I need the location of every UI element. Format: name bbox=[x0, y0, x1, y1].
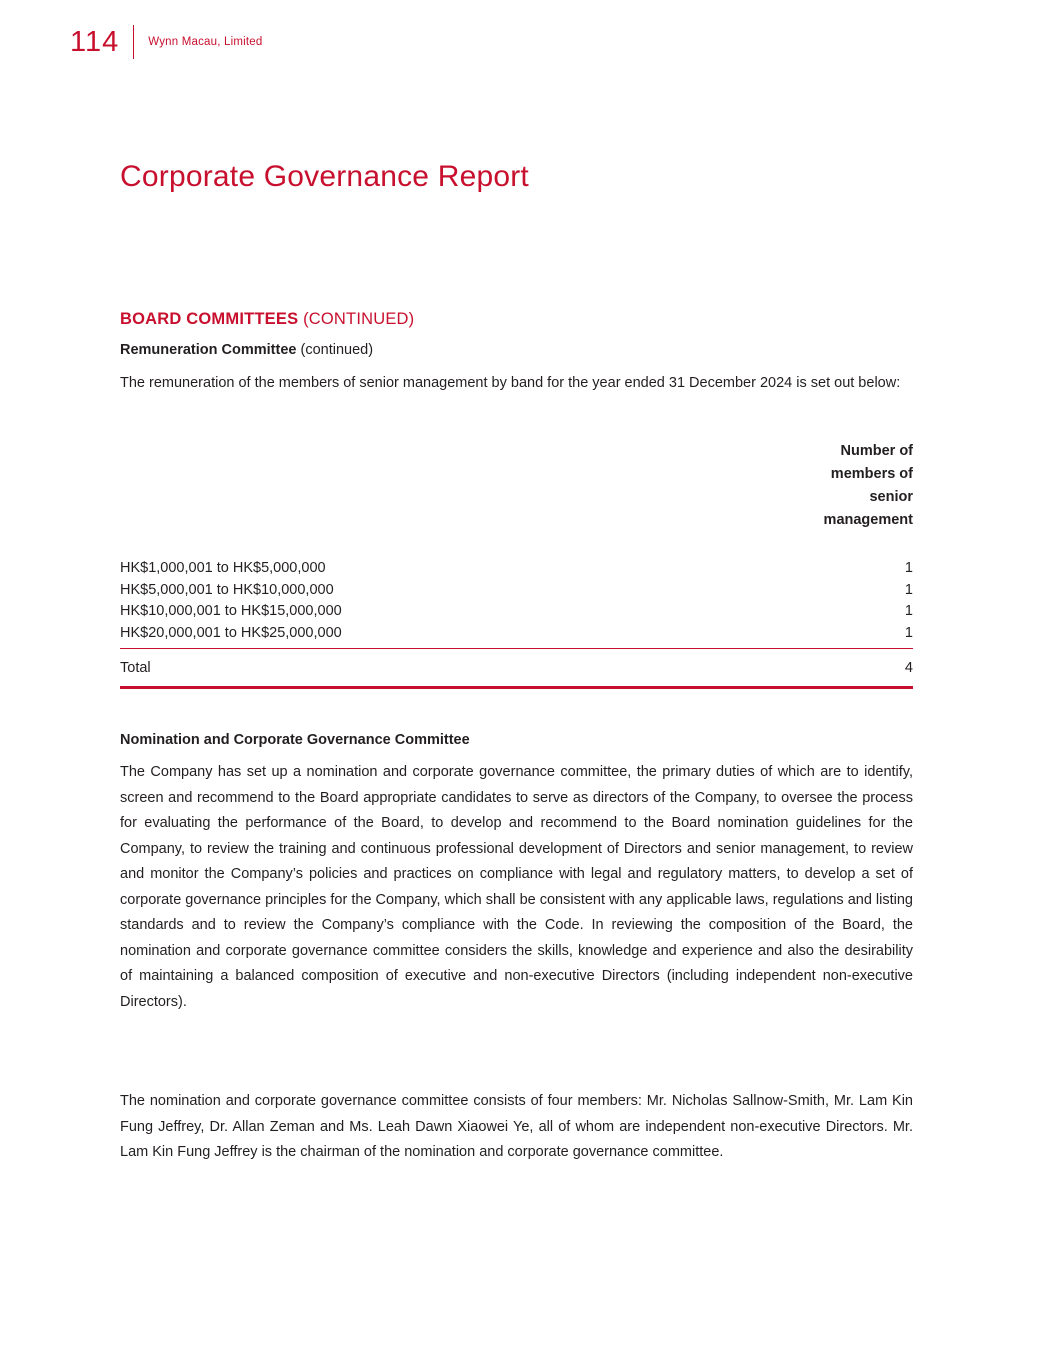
nomination-paragraph-1: The Company has set up a nomination and corporate governance committee, the primary duties of which are to identify, screen and recommend to the Board appropriate candidates to serve as directors of the Company, to oversee the process for evaluating the performance of the Board, to develop and recommend to the Board nomination guidelines for the Company, to review the training and continuous professional development of Directors and senior management, to review and monitor the Company’s policies and practices on compliance with legal and regulatory matters, to develop a set of corporate governance principles for the Company, which shall be consistent with any applicable laws, regulations and listing standards and to review the Company’s compliance with the Code. In reviewing the composition of the Board, the nomination and corporate governance committee considers the skills, knowledge and experience and also the desirability of maintaining a balanced composition of executive and non-executive Directors (including independent non-executive Directors). bbox=[120, 764, 913, 1010]
band-label: HK$10,000,001 to HK$15,000,000 bbox=[120, 603, 342, 619]
count-column-header-line-3: senior bbox=[869, 489, 913, 505]
table-body bbox=[120, 532, 913, 691]
header-divider bbox=[133, 25, 134, 59]
intro-paragraph-block bbox=[120, 371, 913, 397]
total-label: Total bbox=[120, 649, 763, 688]
remuneration-band-table bbox=[120, 440, 913, 691]
table-header-row bbox=[120, 440, 913, 532]
total-value: 4 bbox=[763, 649, 913, 688]
nomination-paragraph-2: The nomination and corporate governance committee consists of four members: Mr. Nicholas Sallnow-Smith, Mr. Lam Kin Fung Jeffrey, Dr. Allan Zeman and Ms. Leah Dawn Xiaowei Ye, all of whom are independent non-executive Directors. Mr. Lam Kin Fung Jeffrey is the chairman of the nomination and corporate governance committee. bbox=[120, 1093, 913, 1160]
table-row bbox=[120, 532, 913, 580]
table-total-row bbox=[120, 649, 913, 688]
band-count: 1 bbox=[904, 624, 913, 641]
band-count: 1 bbox=[904, 581, 913, 598]
table-row bbox=[120, 601, 913, 623]
nomination-paragraph-1-block bbox=[120, 760, 913, 1015]
subsection-heading-continued: (continued) bbox=[300, 342, 374, 358]
band-count: 1 bbox=[904, 603, 913, 619]
table-header bbox=[120, 440, 913, 532]
nomination-committee-heading: Nomination and Corporate Governance Committee bbox=[120, 732, 470, 748]
band-count: 1 bbox=[904, 560, 913, 576]
band-label: HK$1,000,001 to HK$5,000,000 bbox=[120, 560, 326, 576]
intro-paragraph: The remuneration of the members of senior management by band for the year ended 31 December 2024 is set out below: bbox=[120, 375, 901, 391]
band-label: HK$20,000,001 to HK$25,000,000 bbox=[120, 624, 342, 641]
page-number: 114 bbox=[70, 25, 120, 58]
band-label: HK$5,000,001 to HK$10,000,000 bbox=[120, 581, 334, 598]
count-column-header bbox=[763, 440, 913, 532]
band-column-header bbox=[120, 440, 763, 532]
table-bottom-rule-left bbox=[120, 687, 763, 691]
page-title: Corporate Governance Report bbox=[120, 160, 529, 193]
count-column-header-line-2: members of bbox=[830, 466, 913, 482]
company-name: Wynn Macau, Limited bbox=[148, 36, 263, 48]
subsection-heading-text: Remuneration Committee bbox=[120, 342, 301, 358]
nomination-paragraph-2-block bbox=[120, 1089, 913, 1166]
page-header bbox=[70, 22, 263, 62]
section-heading-continued: (CONTINUED) bbox=[303, 310, 415, 328]
subsection-heading bbox=[120, 342, 373, 358]
remuneration-band-table-wrapper bbox=[120, 440, 913, 691]
section-heading bbox=[120, 310, 414, 329]
count-column-header-line-4: management bbox=[823, 512, 913, 528]
count-column-header-line-1: Number of bbox=[840, 443, 913, 459]
table-row bbox=[120, 623, 913, 649]
section-heading-text: BOARD COMMITTEES bbox=[120, 310, 304, 328]
table-row bbox=[120, 580, 913, 602]
table-bottom-rule-row bbox=[120, 687, 913, 691]
table-bottom-rule-right bbox=[763, 687, 913, 691]
